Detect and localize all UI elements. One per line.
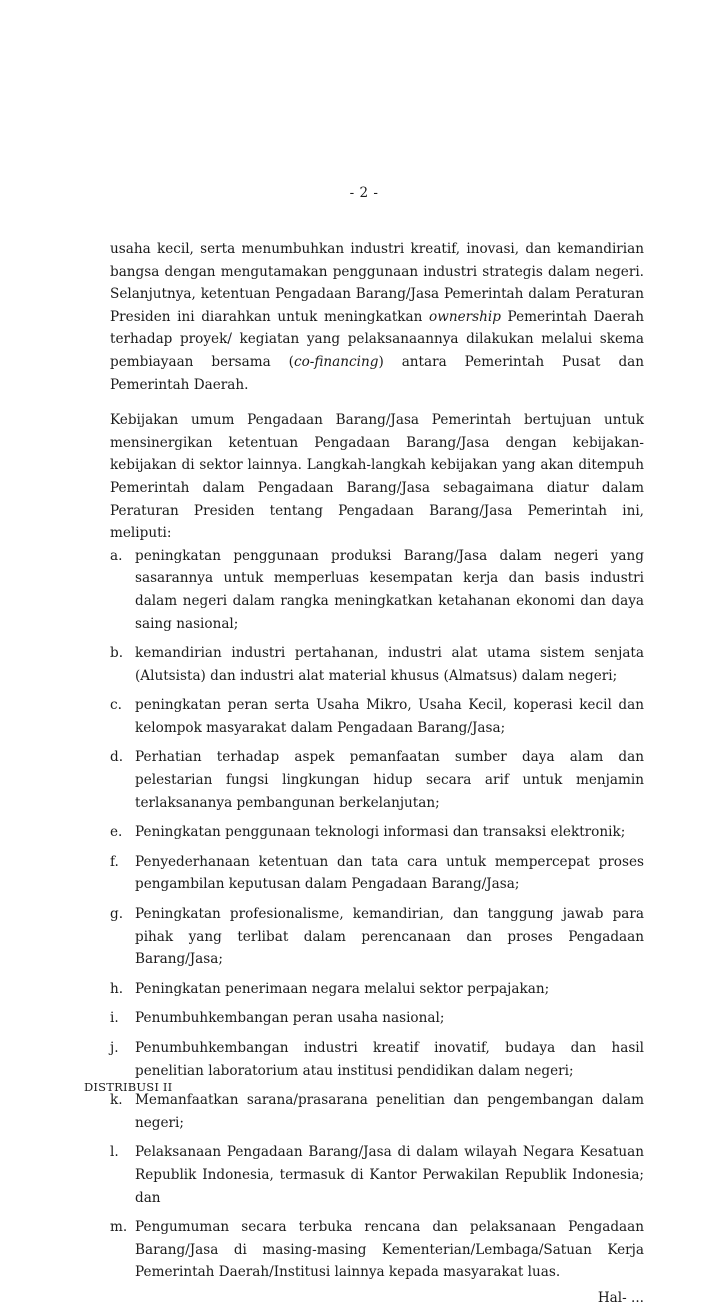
list-marker: a. bbox=[110, 547, 123, 564]
intro-italic-ownership: ownership bbox=[429, 308, 501, 325]
list-item bbox=[110, 821, 644, 844]
list-item-text: Memanfaatkan sarana/prasarana penelitian dan pengembangan dalam negeri; bbox=[135, 1092, 644, 1131]
list-item bbox=[110, 642, 644, 687]
document-body bbox=[110, 238, 644, 1310]
list-item-text: Penyederhanaan ketentuan dan tata cara untuk mempercepat proses pengambilan keputusan dalam Pengadaan Barang/Jasa; bbox=[135, 853, 644, 893]
list-marker: f. bbox=[110, 853, 119, 870]
list-marker: h. bbox=[110, 980, 124, 997]
page-number: - 2 - bbox=[349, 185, 379, 201]
list-item bbox=[110, 545, 644, 635]
list-marker: k. bbox=[110, 1092, 123, 1109]
continuation-marker: Hal- ... bbox=[597, 1289, 644, 1306]
list-item-text: peningkatan peran serta Usaha Mikro, Usaha Kecil, koperasi kecil dan kelompok masyarakat dalam Pengadaan Barang/Jasa; bbox=[135, 697, 644, 736]
list-item-text: Pengumuman secara terbuka rencana dan pelaksanaan Pengadaan Barang/Jasa di masing-masing Kementerian/Lembaga/Satuan Kerja Pemerintah Daerah/Institusi lainnya kepada masyarakat luas. bbox=[135, 1219, 644, 1281]
list-item bbox=[110, 1216, 644, 1284]
list-marker: b. bbox=[110, 645, 124, 662]
intro-italic-cofinancing: co-financing bbox=[293, 353, 379, 370]
list-item-text: kemandirian industri pertahanan, industri alat utama sistem senjata (Alutsista) dan industri alat material khusus (Almatsus) dalam negeri; bbox=[135, 645, 644, 684]
list-marker: g. bbox=[110, 906, 124, 923]
list-item bbox=[110, 694, 644, 739]
intro-text-2: Pemerintah Daerah terhadap proyek/ kegiatan yang pelaksanaannya dilakukan melalui skema pembiayaan bersama ( bbox=[110, 308, 644, 370]
list-item-text: Perhatian terhadap aspek pemanfaatan sumber daya alam dan pelestarian fungsi lingkungan hidup secara arif untuk menjamin terlaksananya pembangunan berkelanjutan; bbox=[135, 749, 644, 811]
distribution-label: DISTRIBUSI II bbox=[84, 1080, 173, 1094]
policy-list bbox=[110, 545, 644, 1284]
list-item-text: peningkatan penggunaan produksi Barang/Jasa dalam negeri yang sasarannya untuk memperluas kesempatan kerja dan basis industri dalam negeri dalam rangka meningkatkan ketahanan ekonomi dan daya saing nasional; bbox=[135, 547, 644, 632]
list-item-text: Peningkatan penerimaan negara melalui sektor perpajakan; bbox=[135, 980, 550, 997]
list-item bbox=[110, 978, 644, 1001]
list-marker: l. bbox=[110, 1144, 119, 1161]
list-item-text: Peningkatan profesionalisme, kemandirian, dan tanggung jawab para pihak yang terlibat dalam perencanaan dan proses Pengadaan Barang/Jasa; bbox=[135, 906, 644, 968]
intro-paragraph bbox=[110, 238, 644, 396]
list-item bbox=[110, 1089, 644, 1134]
list-item bbox=[110, 746, 644, 814]
list-marker: i. bbox=[110, 1010, 119, 1027]
list-item-text: Peningkatan penggunaan teknologi informasi dan transaksi elektronik; bbox=[135, 824, 626, 841]
list-item bbox=[110, 1007, 644, 1030]
list-item-text: Penumbuhkembangan peran usaha nasional; bbox=[135, 1010, 445, 1027]
list-item-text: Penumbuhkembangan industri kreatif inovatif, budaya dan hasil penelitian laboratorium atau institusi pendidikan dalam negeri; bbox=[135, 1040, 644, 1079]
intro-text-1: usaha kecil, serta menumbuhkan industri kreatif, inovasi, dan kemandirian bangsa dengan mengutamakan penggunaan industri strategis dalam negeri. Selanjutnya, ketentuan Pengadaan Barang/Jasa Pemerintah dalam Peraturan Presiden ini diarahkan untuk meningkatkan bbox=[110, 241, 644, 325]
policy-paragraph: Kebijakan umum Pengadaan Barang/Jasa Pemerintah bertujuan untuk mensinergikan ketentuan Pengadaan Barang/Jasa dengan kebijakan-kebijakan di sektor lainnya. Langkah-langkah kebijakan yang akan ditempuh Pemerintah dalam Pengadaan Barang/Jasa sebagaimana diatur dalam Peraturan Presiden tentang Pengadaan Barang/Jasa Pemerintah ini, meliputi: bbox=[110, 412, 644, 542]
list-marker: j. bbox=[110, 1040, 119, 1056]
intro-text-3: ) antara Pemerintah Pusat dan Pemerintah Daerah. bbox=[110, 353, 645, 393]
list-item-text: Pelaksanaan Pengadaan Barang/Jasa di dalam wilayah Negara Kesatuan Republik Indonesia, termasuk di Kantor Perwakilan Republik Indonesia; dan bbox=[135, 1144, 644, 1206]
list-item bbox=[110, 903, 644, 971]
list-marker: e. bbox=[110, 824, 123, 841]
list-marker: d. bbox=[110, 749, 124, 766]
list-marker: c. bbox=[110, 697, 122, 714]
list-item bbox=[110, 1037, 644, 1082]
list-marker: m. bbox=[110, 1219, 128, 1236]
list-item bbox=[110, 851, 644, 896]
